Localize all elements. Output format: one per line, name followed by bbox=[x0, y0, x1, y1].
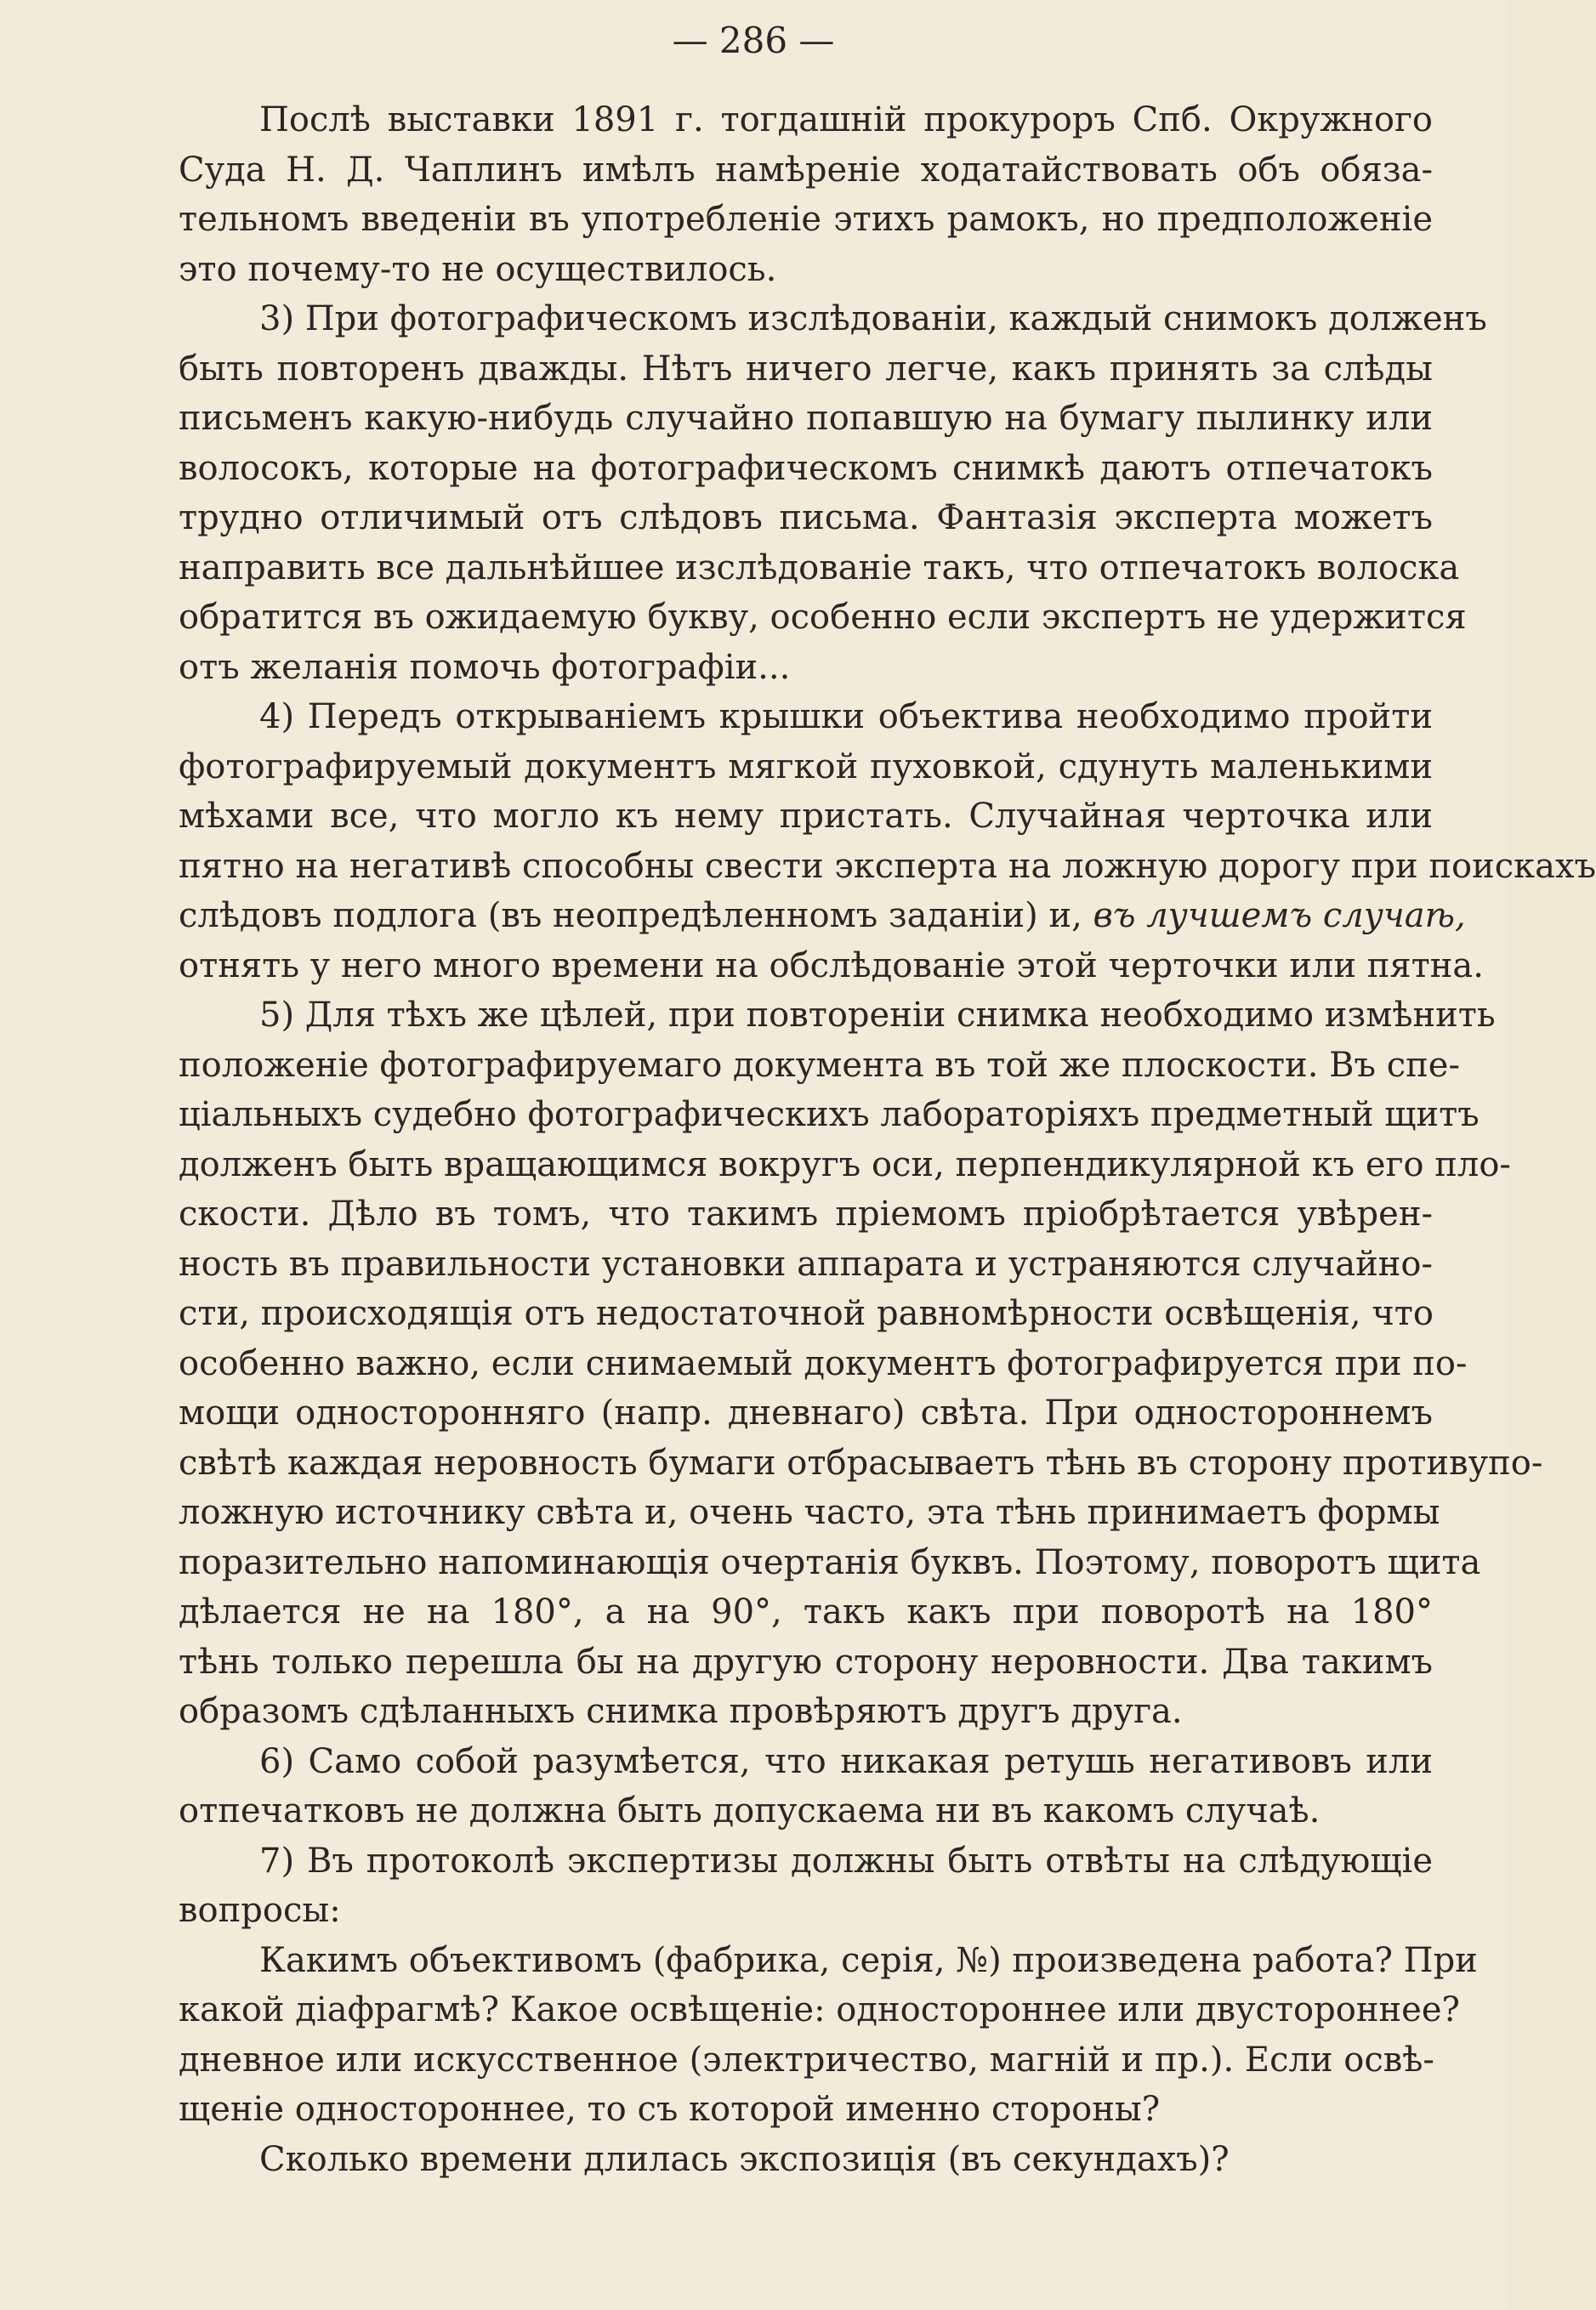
text-line-content: отнять у него много времени на обслѣдованіе этой черточки или пятна. bbox=[179, 945, 1484, 985]
text-line bbox=[179, 2085, 1433, 2135]
text-line bbox=[179, 593, 1467, 643]
page-number: — 286 — bbox=[672, 20, 835, 61]
text-line bbox=[179, 692, 1433, 742]
text-line bbox=[179, 1289, 1433, 1339]
text-line bbox=[179, 941, 1484, 991]
text-line bbox=[179, 444, 1433, 494]
text-line bbox=[179, 195, 1433, 245]
text-line bbox=[179, 1339, 1468, 1389]
text-line bbox=[179, 344, 1433, 394]
text-line bbox=[179, 1388, 1433, 1439]
text-line-content: пятно на негативѣ способны свести эксперта на ложную дорогу при поискахъ bbox=[179, 846, 1596, 886]
text-line-content: направить все дальнѣйшее изслѣдованіе такъ, что отпечатокъ волоска bbox=[179, 548, 1460, 587]
text-line bbox=[179, 742, 1433, 792]
text-line bbox=[179, 1090, 1480, 1140]
text-line bbox=[179, 543, 1460, 593]
text-line-content: особенно важно, если снимаемый документъ фотографируется при по- bbox=[179, 1343, 1468, 1383]
text-line bbox=[179, 1936, 1478, 1986]
text-line-content: быть повторенъ дважды. Нѣтъ ничего легче, какъ принять за слѣды bbox=[179, 349, 1433, 389]
text-line-content: 3) При фотографическомъ изслѣдованіи, каждый снимокъ долженъ bbox=[259, 299, 1487, 338]
text-line-content: письменъ какую-нибудь случайно попавшую на бумагу пылинку или bbox=[179, 399, 1433, 438]
text-line bbox=[179, 792, 1433, 842]
text-line bbox=[179, 891, 1466, 941]
text-line-content: поразительно напоминающія очертанія буквъ. Поэтому, поворотъ щита bbox=[179, 1542, 1481, 1582]
italic-phrase: въ лучшемъ случаѣ, bbox=[1093, 896, 1466, 935]
text-line bbox=[179, 1041, 1460, 1091]
text-line-content: отпечатковъ не должна быть допускаема ни въ какомъ случаѣ. bbox=[179, 1791, 1321, 1830]
text-line-content: ложную источнику свѣта и, очень часто, эта тѣнь принимаетъ формы bbox=[179, 1493, 1440, 1532]
text-line-content: это почему-то не осуществилось. bbox=[179, 249, 777, 289]
text-line bbox=[179, 1886, 1433, 1936]
text-line-content: сти, происходящія отъ недостаточной равномѣрности освѣщенія, что bbox=[179, 1294, 1434, 1333]
text-line bbox=[179, 394, 1433, 444]
text-line-content: вопросы: bbox=[179, 1891, 341, 1930]
text-line-content: волосокъ, которые на фотографическомъ снимкѣ даютъ отпечатокъ bbox=[179, 448, 1433, 488]
text-line-content: Какимъ объективомъ (фабрика, серія, №) произведена работа? При bbox=[259, 1940, 1478, 1980]
text-line-content: 4) Передъ открываніемъ крышки объектива необходимо пройти bbox=[259, 697, 1433, 736]
text-line-content: Послѣ выставки 1891 г. тогдашній прокуроръ Спб. Окружного bbox=[259, 100, 1433, 139]
text-line bbox=[179, 1687, 1433, 1737]
text-line bbox=[179, 1587, 1433, 1637]
text-line bbox=[179, 1737, 1433, 1787]
text-line-content: ность въ правильности установки аппарата и устраняются случайно- bbox=[179, 1244, 1433, 1284]
text-line bbox=[179, 294, 1487, 344]
text-line bbox=[179, 1538, 1481, 1588]
text-line bbox=[179, 95, 1433, 145]
text-line bbox=[179, 1140, 1511, 1190]
text-line bbox=[179, 245, 1433, 295]
text-line-content: дневное или искусственное (электричество, магній и пр.). Если освѣ- bbox=[179, 2040, 1434, 2080]
text-line bbox=[179, 1240, 1433, 1290]
text-line-content: свѣтѣ каждая неровность бумаги отбрасываетъ тѣнь въ сторону противупо- bbox=[179, 1443, 1543, 1483]
text-line-content: скости. Дѣло въ томъ, что такимъ пріемомъ пріобрѣтается увѣрен- bbox=[179, 1195, 1433, 1234]
text-line bbox=[179, 1439, 1543, 1489]
text-line bbox=[179, 1836, 1433, 1887]
text-line-content: слѣдовъ подлога (въ неопредѣленномъ заданіи) и, bbox=[179, 896, 1093, 935]
text-line bbox=[179, 990, 1496, 1041]
text-line bbox=[179, 842, 1596, 892]
text-line-content: фотографируемый документъ мягкой пуховкой, сдунуть маленькими bbox=[179, 746, 1433, 786]
text-line bbox=[179, 493, 1433, 543]
text-line-content: положеніе фотографируемаго документа въ той же плоскости. Въ спе- bbox=[179, 1045, 1460, 1085]
text-line-content: долженъ быть вращающимся вокругъ оси, перпендикулярной къ его пло- bbox=[179, 1144, 1511, 1184]
text-line-content: обратится въ ожидаемую букву, особенно если экспертъ не удержится bbox=[179, 598, 1467, 637]
text-line bbox=[179, 145, 1433, 196]
text-line-content: тѣнь только перешла бы на другую сторону неровности. Два такимъ bbox=[179, 1642, 1433, 1682]
text-line-content: 5) Для тѣхъ же цѣлей, при повтореніи снимка необходимо измѣнить bbox=[259, 996, 1496, 1035]
text-line-content: дѣлается не на 180°, а на 90°, такъ какъ при поворотѣ на 180° bbox=[179, 1592, 1433, 1632]
text-line bbox=[179, 643, 1433, 693]
body-text bbox=[179, 95, 1596, 2184]
text-line-content: 6) Само собой разумѣется, что никакая ретушь негативовъ или bbox=[259, 1741, 1433, 1781]
text-line-content: щеніе одностороннее, то съ которой именно стороны? bbox=[179, 2090, 1161, 2129]
text-line bbox=[179, 2135, 1433, 2185]
text-line-content: 7) Въ протоколѣ экспертизы должны быть отвѣты на слѣдующіе bbox=[259, 1841, 1433, 1881]
text-line-content: трудно отличимый отъ слѣдовъ письма. Фантазія эксперта можетъ bbox=[179, 498, 1433, 537]
text-line-content: какой діафрагмѣ? Какое освѣщеніе: одностороннее или двустороннее? bbox=[179, 1990, 1460, 2029]
text-line-content: Суда Н. Д. Чаплинъ имѣлъ намѣреніе ходатайствовать объ обяза- bbox=[179, 150, 1433, 190]
text-line bbox=[179, 1189, 1433, 1240]
text-line bbox=[179, 1637, 1433, 1688]
text-line-content: ціальныхъ судебно фотографическихъ лабораторіяхъ предметный щитъ bbox=[179, 1095, 1480, 1134]
text-line-content: Сколько времени длилась экспозиція (въ секундахъ)? bbox=[259, 2139, 1230, 2179]
text-line-content: отъ желанія помочь фотографіи... bbox=[179, 647, 791, 687]
text-line bbox=[179, 1488, 1440, 1538]
text-line-content: мѣхами все, что могло къ нему пристать. Случайная черточка или bbox=[179, 797, 1433, 836]
text-line bbox=[179, 2035, 1433, 2086]
text-line bbox=[179, 1985, 1460, 2035]
text-line bbox=[179, 1786, 1433, 1836]
text-line-content: мощи одностороннягo (напр. дневнаго) свѣта. При одностороннемъ bbox=[179, 1393, 1433, 1433]
text-line-content: тельномъ введеніи въ употребленіе этихъ рамокъ, но предположеніе bbox=[179, 200, 1433, 239]
text-line-content: образомъ сдѣланныхъ снимка провѣряютъ другъ друга. bbox=[179, 1692, 1183, 1731]
